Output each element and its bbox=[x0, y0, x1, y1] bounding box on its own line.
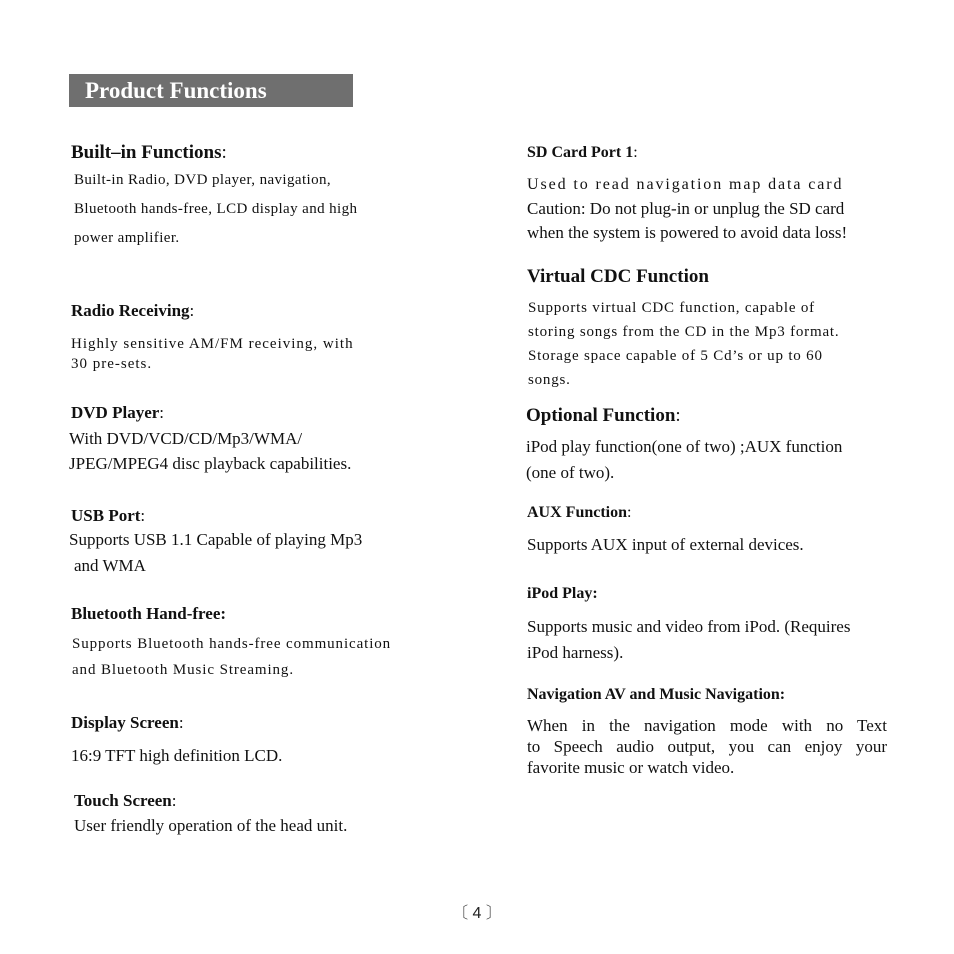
section-body: 16:9 TFT high definition LCD. bbox=[71, 746, 283, 765]
section-body: iPod play function(one of two) ;AUX function (one of two). bbox=[526, 437, 843, 482]
section-heading: Built–in Functions: bbox=[71, 142, 227, 163]
radio-receiving-section bbox=[71, 300, 441, 374]
section-heading: iPod Play: bbox=[527, 585, 598, 602]
section-heading: Display Screen: bbox=[71, 713, 184, 732]
section-title: Product Functions bbox=[69, 74, 353, 107]
section-heading: Radio Receiving: bbox=[71, 301, 195, 320]
section-body: Supports Bluetooth hands-free communication and Bluetooth Music Streaming. bbox=[72, 636, 392, 678]
sd-card-port-section bbox=[527, 142, 887, 245]
section-heading: AUX Function: bbox=[527, 504, 632, 521]
virtual-cdc-section bbox=[527, 266, 897, 392]
section-heading: USB Port: bbox=[71, 506, 146, 525]
section-body: User friendly operation of the head unit. bbox=[74, 816, 348, 835]
section-heading: Optional Function: bbox=[526, 405, 681, 426]
section-body: Supports music and video from iPod. (Requires iPod harness). bbox=[527, 617, 851, 662]
section-body: With DVD/VCD/CD/Mp3/WMA/ JPEG/MPEG4 disc playback capabilities. bbox=[69, 429, 352, 473]
section-heading: Navigation AV and Music Navigation: bbox=[527, 686, 786, 703]
builtin-functions-section bbox=[71, 142, 441, 253]
section-body: Supports virtual CDC function, capable of storing songs from the CD in the Mp3 format. Storage space capable of 5 Cd’s or up to 60 songs. bbox=[528, 300, 840, 388]
optional-function-section bbox=[526, 405, 896, 486]
ipod-play-section bbox=[527, 583, 907, 666]
section-body: Used to read navigation map data card Caution: Do not plug-in or unplug the SD card when the system is powered to avoid data loss! bbox=[527, 176, 848, 242]
section-heading: Bluetooth Hand-free: bbox=[71, 604, 227, 623]
section-body: When in the navigation mode with no Text to Speech audio output, you can enjoy your favorite music or watch video. bbox=[527, 716, 887, 777]
section-heading: SD Card Port 1: bbox=[527, 144, 638, 161]
bluetooth-section bbox=[71, 603, 451, 683]
section-heading: Touch Screen: bbox=[74, 791, 177, 810]
section-body: Highly sensitive AM/FM receiving, with 30 pre-sets. bbox=[71, 336, 354, 372]
navigation-av-section bbox=[527, 684, 887, 778]
aux-function-section bbox=[527, 502, 897, 557]
section-body: Supports AUX input of external devices. bbox=[527, 535, 804, 554]
section-body: Built-in Radio, DVD player, navigation, Bluetooth hands-free, LCD display and high power amplifier. bbox=[74, 172, 358, 246]
section-heading: DVD Player: bbox=[71, 403, 165, 422]
display-screen-section bbox=[71, 712, 441, 768]
touch-screen-section bbox=[74, 790, 444, 838]
page-number: 〔 4 〕 bbox=[452, 905, 502, 922]
dvd-player-section bbox=[69, 402, 439, 476]
section-heading: Virtual CDC Function bbox=[527, 266, 709, 287]
usb-port-section bbox=[69, 505, 439, 579]
section-body: Supports USB 1.1 Capable of playing Mp3 and WMA bbox=[69, 530, 363, 575]
